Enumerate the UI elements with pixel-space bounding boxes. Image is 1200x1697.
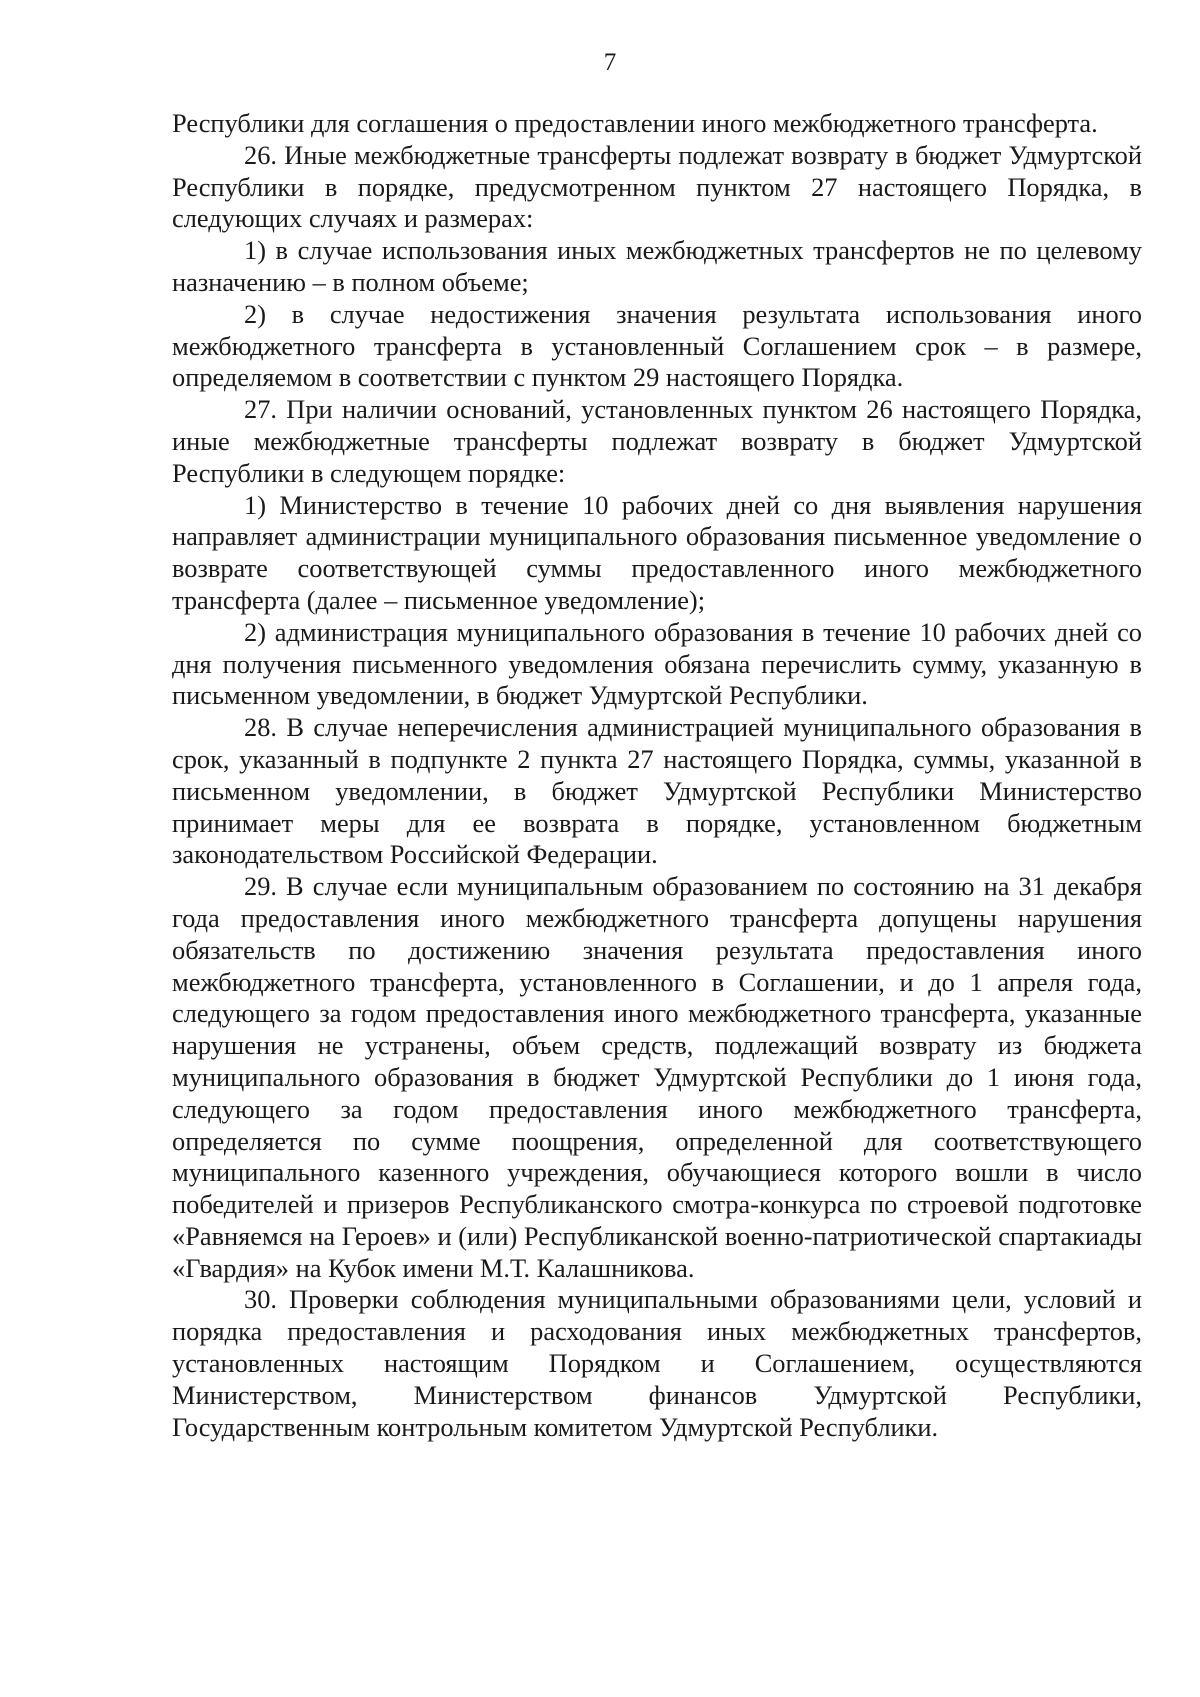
paragraph-item-27: 27. При наличии оснований, установленных пунктом 26 настоящего Порядка, иные межбюджетные трансферты подлежат возврату в бюджет Удмуртской Республики в следующем порядке: — [172, 394, 1142, 488]
paragraph-item-27-1: 1) Министерство в течение 10 рабочих дней со дня выявления нарушения направляет администрации муниципального образования письменное уведомление о возврате соответствующей суммы предоставленного иного межбюджетного трансферта (далее – письменное уведомление); — [172, 489, 1142, 615]
paragraph-item-26: 26. Иные межбюджетные трансферты подлежат возврату в бюджет Удмуртской Республики в порядке, предусмотренном пунктом 27 настоящего Порядка, в следующих случаях и размерах: — [172, 139, 1142, 234]
paragraph-item-29: 29. В случае если муниципальным образованием по состоянию на 31 декабря года предоставления иного межбюджетного трансферта допущены нарушения обязательств по достижению значения результата предоставления иного межбюджетного трансферта, установленного в Соглашении, и до 1 апреля года, следующего за годом предоставления иного межбюджетного трансферта, указанные нарушения не устранены, объем средств, подлежащий возврату из бюджета муниципального образования в бюджет Удмуртской Республики до 1 июня года, следующего за годом предоставления иного межбюджетного трансферта, определяется по сумме поощрения, определенной для соответствующего муниципального казенного учреждения, обучающиеся которого вошли в число победителей и призеров Республиканского смотра-конкурса по строевой подготовке «Равняемся на Героев» и (или) Республиканской военно-патриотической спартакиады «Гвардия» на Кубок имени М.Т. Калашникова. — [172, 871, 1142, 1283]
paragraph-item-26-2: 2) в случае недостижения значения результата использования иного межбюджетного трансферта в установленный Соглашением срок – в размере, определяемом в соответствии с пунктом 29 настоящего Порядка. — [172, 298, 1142, 393]
paragraph-item-28: 28. В случае неперечисления администрацией муниципального образования в срок, указанный в подпункте 2 пункта 27 настоящего Порядка, суммы, указанной в письменном уведомлении, в бюджет Удмуртской Республики Министерство принимает меры для ее возврата в порядке, установленном бюджетным законодательством Российской Федерации. — [172, 712, 1142, 870]
document-body — [172, 108, 1142, 1443]
paragraph-item-27-2: 2) администрация муниципального образования в течение 10 рабочих дней со дня получения письменного уведомления обязана перечислить сумму, указанную в письменном уведомлении, в бюджет Удмуртской Республики. — [172, 616, 1142, 711]
page-number: 7 — [603, 49, 617, 76]
paragraph-item-26-1: 1) в случае использования иных межбюджетных трансфертов не по целевому назначению – в полном объеме; — [172, 235, 1142, 297]
paragraph-continuation: Республики для соглашения о предоставлении иного межбюджетного трансферта. — [172, 108, 1098, 138]
paragraph-item-30: 30. Проверки соблюдения муниципальными образованиями цели, условий и порядка предоставления и расходования иных межбюджетных трансфертов, установленных настоящим Порядком и Соглашением, осуществляются Министерством, Министерством финансов Удмуртской Республики, Государственным контрольным комитетом Удмуртской Республики. — [172, 1284, 1142, 1442]
